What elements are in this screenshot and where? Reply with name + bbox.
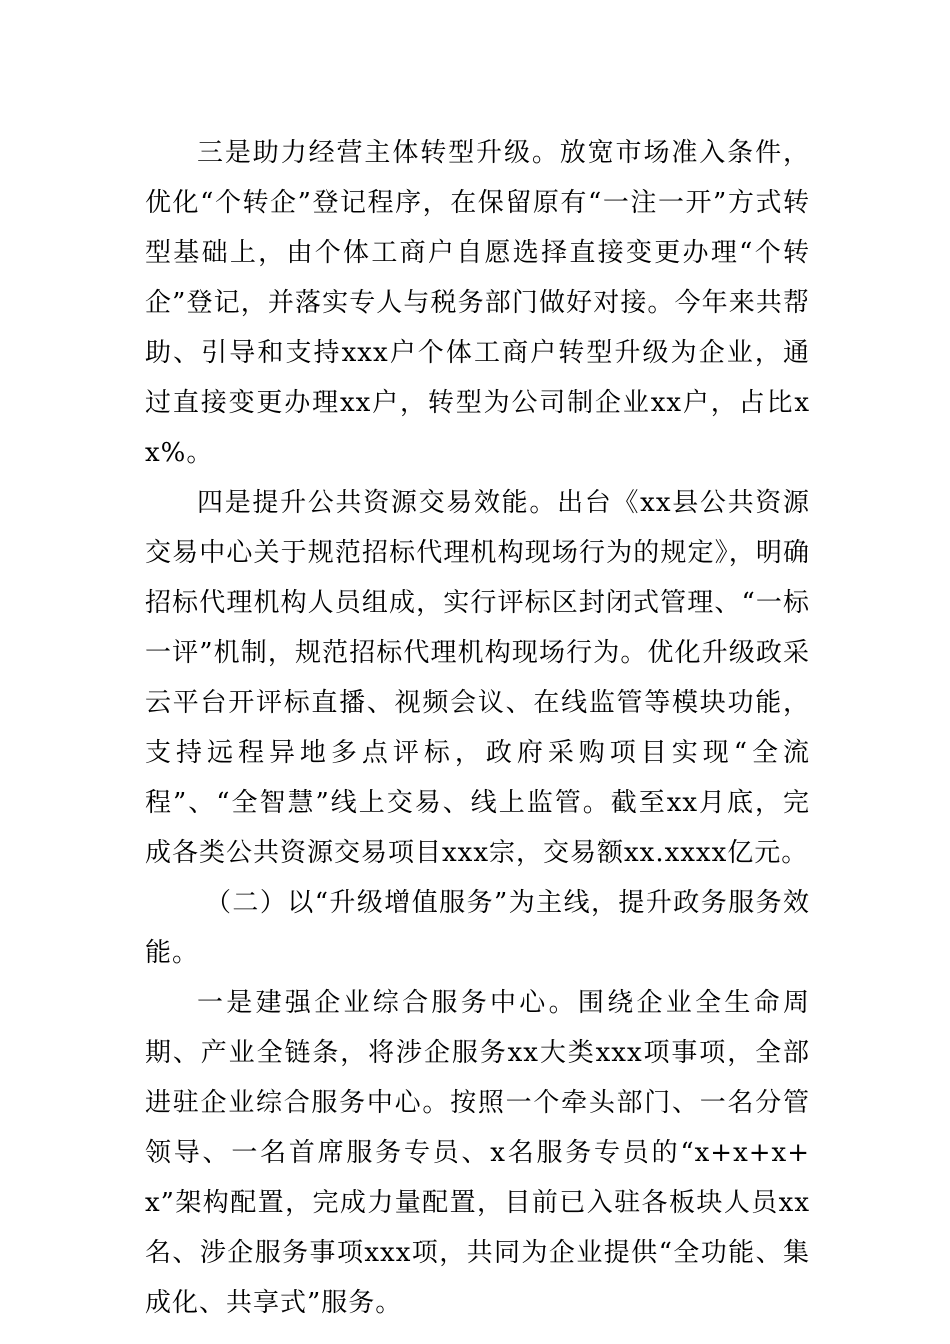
paragraph-public-resources: 四是提升公共资源交易效能。出台《xx县公共资源交易中心关于规范招标代理机构现场行为的规定》，明确招标代理机构人员组成，实行评标区封闭式管理、“一标一评”机制，规范招标代理机构现场行为。优化升级政采云平台开评标直播、视频会议、在线监管等模块功能，支持远程异地多点评标，政府采购项目实现“全流程”、“全智慧”线上交易、线上监管。截至xx月底，完成各类公共资源交易项目xxx宗，交易额xx.xxxx亿元。 [145, 488, 810, 868]
paragraph-enterprise-service-center: 一是建强企业综合服务中心。围绕企业全生命周期、产业全链条，将涉企服务xx大类xxx项事项，全部进驻企业综合服务中心。按照一个牵头部门、一名分管领导、一名首席服务专员、x名服务专员的“x+x+x+x”架构配置，完成力量配置，目前已入驻各板块人员xx名、涉企服务事项xxx项，共同为企业提供“全功能、集成化、共享式”服务。 [145, 988, 810, 1318]
paragraph-transformation: 三是助力经营主体转型升级。放宽市场准入条件，优化“个转企”登记程序，在保留原有“一注一开”方式转型基础上，由个体工商户自愿选择直接变更办理“个转企”登记，并落实专人与税务部门做好对接。今年来共帮助、引导和支持xxx户个体工商户转型升级为企业，通过直接变更办理xx户，转型为公司制企业xx户，占比xx%。 [145, 138, 810, 468]
section-heading-2: （二）以“升级增值服务”为主线，提升政务服务效能。 [145, 888, 810, 968]
document-body [145, 128, 810, 1328]
